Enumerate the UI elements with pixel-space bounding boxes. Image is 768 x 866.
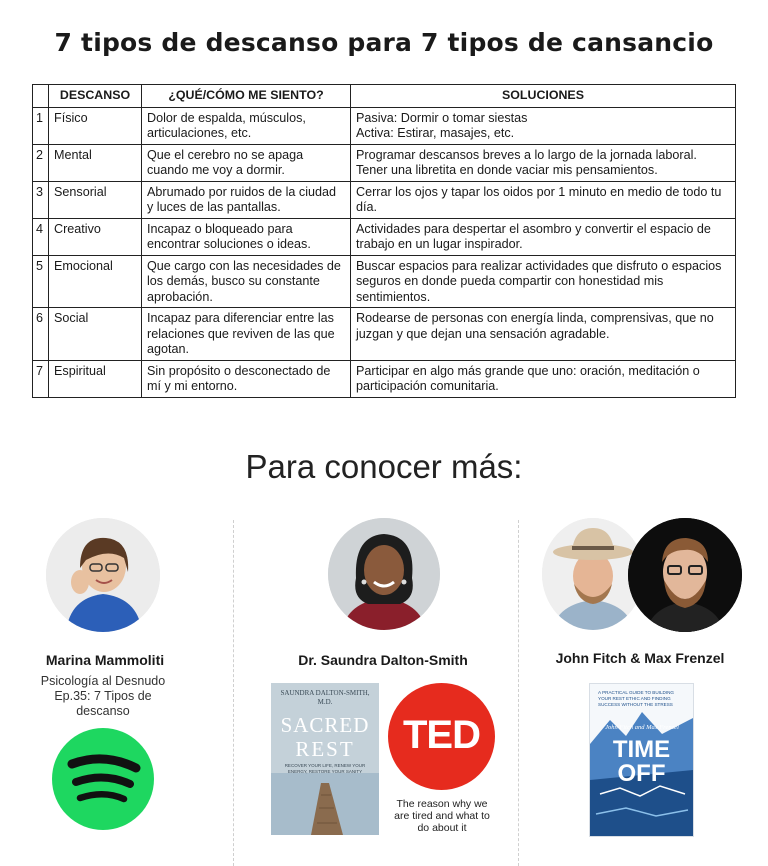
solutions: Buscar espacios para realizar actividades que disfruto o espacios seguros en donde pueda compartir con honestidad mis sentimientos. xyxy=(351,255,736,308)
feeling-description: Que el cerebro no se apaga cuando me voy a dormir. xyxy=(142,144,351,181)
rest-type: Sensorial xyxy=(49,181,142,218)
row-number: 2 xyxy=(33,144,49,181)
book-subtitle: RECOVER YOUR LIFE, RENEW YOUR ENERGY, RESTORE YOUR SANITY xyxy=(284,763,366,774)
avatar-marina xyxy=(46,518,160,632)
rest-type: Social xyxy=(49,308,142,361)
table-row xyxy=(33,181,736,218)
book-cover-time-off xyxy=(589,683,694,837)
book-author: SAUNDRA DALTON-SMITH, M.D. xyxy=(280,689,370,706)
column-header-descanso: DESCANSO xyxy=(49,85,142,108)
table-row xyxy=(33,218,736,255)
table-row xyxy=(33,107,736,144)
solutions: Participar en algo más grande que uno: oración, meditación o participación comunitaria. xyxy=(351,360,736,397)
table-row xyxy=(33,144,736,181)
table-header-row xyxy=(33,85,736,108)
row-number: 5 xyxy=(33,255,49,308)
book-title-line2: REST xyxy=(295,737,355,761)
feeling-description: Dolor de espalda, músculos, articulaciones, etc. xyxy=(142,107,351,144)
rest-type: Creativo xyxy=(49,218,142,255)
person-name-fitch-frenzel: John Fitch & Max Frenzel xyxy=(555,650,725,666)
column-divider xyxy=(233,520,234,866)
rest-type: Mental xyxy=(49,144,142,181)
ted-logo-icon[interactable] xyxy=(388,683,495,790)
book-title-line2: OFF xyxy=(617,760,666,787)
column-header-number xyxy=(33,85,49,108)
spotify-icon[interactable] xyxy=(52,728,154,830)
feeling-description: Sin propósito o desconectado de mí y mi entorno. xyxy=(142,360,351,397)
solutions: Rodearse de personas con energía linda, comprensivas, que no juzgan y que dejan una sensación agradable. xyxy=(351,308,736,361)
solutions: Programar descansos breves a lo largo de la jornada laboral. Tener una libretita en donde vaciar mis pensamientos. xyxy=(351,144,736,181)
book-tagline: A PRACTICAL GUIDE TO BUILDING YOUR REST ETHIC AND FINDING SUCCESS WITHOUT THE STRESS xyxy=(598,690,674,707)
book-title-line1: SACRED xyxy=(280,713,370,737)
row-number: 4 xyxy=(33,218,49,255)
person-name-marina: Marina Mammoliti xyxy=(45,652,165,668)
column-divider xyxy=(518,520,519,866)
rest-type: Espiritual xyxy=(49,360,142,397)
avatar-saundra xyxy=(328,518,440,630)
feeling-description: Incapaz o bloqueado para encontrar soluciones o ideas. xyxy=(142,218,351,255)
page-title: 7 tipos de descanso para 7 tipos de cansancio xyxy=(54,28,714,57)
table-row xyxy=(33,255,736,308)
row-number: 6 xyxy=(33,308,49,361)
ted-talk-caption: The reason why we are tired and what to do about it xyxy=(394,798,490,834)
column-header-soluciones: SOLUCIONES xyxy=(351,85,736,108)
row-number: 1 xyxy=(33,107,49,144)
row-number: 3 xyxy=(33,181,49,218)
podcast-episode: Psicología al Desnudo Ep.35: 7 Tipos de descanso xyxy=(40,674,166,718)
solutions: Actividades para despertar el asombro y convertir el espacio de trabajo en un lugar inspirador. xyxy=(351,218,736,255)
rest-types-table xyxy=(32,84,736,398)
book-title-line1: TIME xyxy=(612,736,671,763)
rest-type: Físico xyxy=(49,107,142,144)
ted-logo-text: TED xyxy=(403,713,480,757)
section-heading: Para conocer más: xyxy=(245,448,523,485)
solutions: Cerrar los ojos y tapar los oidos por 1 minuto en medio de todo tu día. xyxy=(351,181,736,218)
feeling-description: Que cargo con las necesidades de los demás, busco su constante aprobación. xyxy=(142,255,351,308)
feeling-description: Incapaz para diferenciar entre las relaciones que reviven de las que agotan. xyxy=(142,308,351,361)
table-row xyxy=(33,360,736,397)
table-row xyxy=(33,308,736,361)
feeling-description: Abrumado por ruidos de la ciudad y luces de las pantallas. xyxy=(142,181,351,218)
solutions: Pasiva: Dormir o tomar siestas Activa: Estirar, masajes, etc. xyxy=(351,107,736,144)
rest-type: Emocional xyxy=(49,255,142,308)
avatar-max-frenzel xyxy=(628,518,742,632)
book-authors: John Fitch and Max Frenzel xyxy=(605,724,679,731)
column-header-siento: ¿QUÉ/CÓMO ME SIENTO? xyxy=(142,85,351,108)
person-name-saundra: Dr. Saundra Dalton-Smith xyxy=(298,652,468,668)
book-cover-sacred-rest xyxy=(271,683,379,835)
row-number: 7 xyxy=(33,360,49,397)
